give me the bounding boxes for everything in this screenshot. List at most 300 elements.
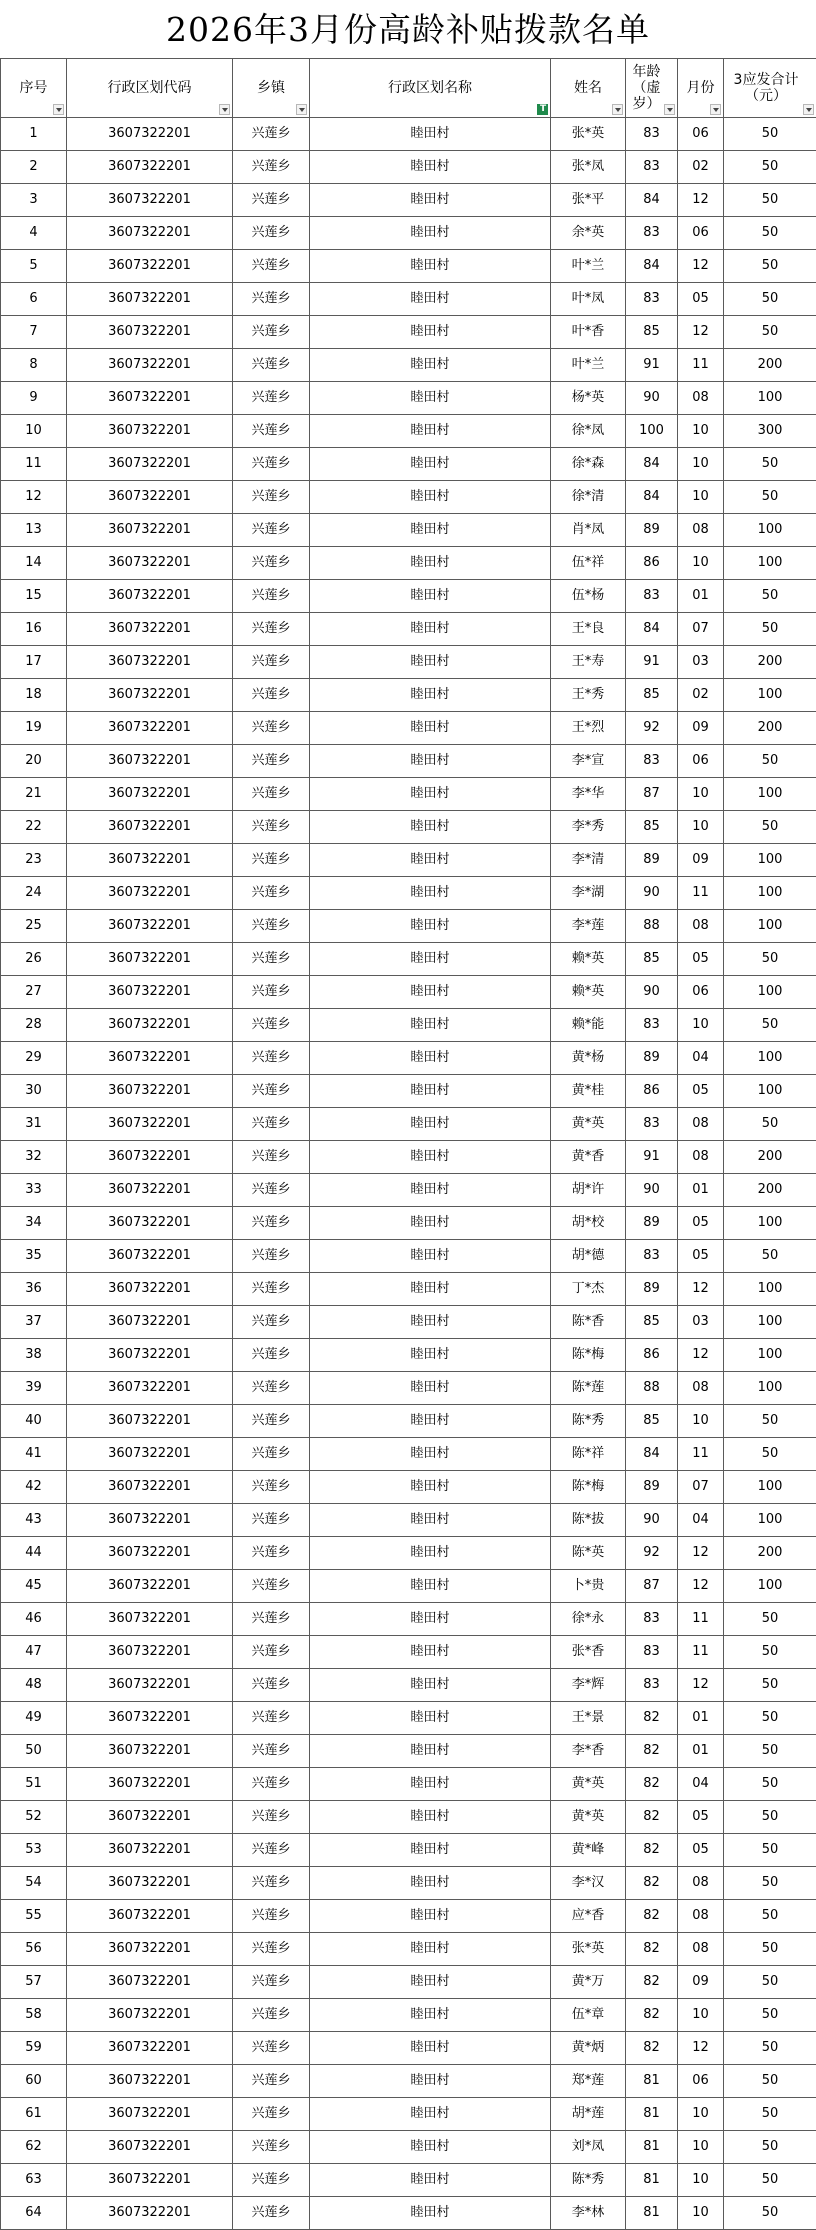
table-row [1,976,816,1009]
cell-index: 58 [1,1999,67,2032]
cell-region-code: 3607322201 [67,283,233,316]
cell-region-name: 睦田村 [310,1702,551,1735]
cell-age: 84 [626,184,678,217]
table-row [1,1306,816,1339]
table-row [1,1240,816,1273]
cell-township: 兴莲乡 [233,1141,310,1174]
cell-index: 47 [1,1636,67,1669]
cell-region-code: 3607322201 [67,1273,233,1306]
cell-month: 02 [678,679,724,712]
cell-amount: 50 [724,1735,816,1768]
cell-township: 兴莲乡 [233,1834,310,1867]
cell-name: 王*良 [551,613,626,646]
cell-amount: 50 [724,448,816,481]
cell-region-name: 睦田村 [310,151,551,184]
cell-name: 陈*莲 [551,1372,626,1405]
cell-amount: 200 [724,1537,816,1570]
cell-township: 兴莲乡 [233,547,310,580]
cell-region-code: 3607322201 [67,1009,233,1042]
cell-age: 83 [626,1669,678,1702]
cell-amount: 50 [724,2098,816,2131]
table-row [1,844,816,877]
cell-month: 10 [678,811,724,844]
table-row [1,217,816,250]
cell-amount: 50 [724,481,816,514]
cell-amount: 100 [724,1207,816,1240]
cell-age: 85 [626,943,678,976]
cell-region-name: 睦田村 [310,679,551,712]
cell-month: 06 [678,745,724,778]
cell-month: 08 [678,910,724,943]
cell-region-name: 睦田村 [310,1669,551,1702]
cell-region-code: 3607322201 [67,1042,233,1075]
cell-region-code: 3607322201 [67,1504,233,1537]
cell-region-code: 3607322201 [67,712,233,745]
cell-amount: 200 [724,712,816,745]
cell-region-code: 3607322201 [67,448,233,481]
table-row [1,877,816,910]
cell-region-name: 睦田村 [310,1735,551,1768]
cell-region-name: 睦田村 [310,1141,551,1174]
cell-township: 兴莲乡 [233,1999,310,2032]
cell-month: 09 [678,712,724,745]
cell-region-code: 3607322201 [67,1240,233,1273]
cell-region-name: 睦田村 [310,580,551,613]
cell-township: 兴莲乡 [233,514,310,547]
cell-index: 44 [1,1537,67,1570]
table-row [1,613,816,646]
cell-township: 兴莲乡 [233,811,310,844]
column-header-month: 月份 [678,59,724,118]
cell-index: 8 [1,349,67,382]
cell-region-name: 睦田村 [310,1405,551,1438]
cell-region-name: 睦田村 [310,1042,551,1075]
cell-township: 兴莲乡 [233,1933,310,1966]
cell-age: 81 [626,2164,678,2197]
cell-township: 兴莲乡 [233,943,310,976]
cell-region-code: 3607322201 [67,1834,233,1867]
cell-month: 10 [678,547,724,580]
cell-month: 11 [678,1603,724,1636]
table-row [1,1075,816,1108]
cell-region-name: 睦田村 [310,1471,551,1504]
filter-dropdown-icon[interactable] [803,104,814,115]
cell-region-name: 睦田村 [310,1867,551,1900]
cell-township: 兴莲乡 [233,1636,310,1669]
cell-age: 91 [626,646,678,679]
cell-region-name: 睦田村 [310,1801,551,1834]
cell-index: 24 [1,877,67,910]
cell-township: 兴莲乡 [233,349,310,382]
cell-township: 兴莲乡 [233,1075,310,1108]
cell-month: 06 [678,217,724,250]
table-row [1,448,816,481]
cell-region-name: 睦田村 [310,976,551,1009]
cell-month: 10 [678,1009,724,1042]
cell-index: 28 [1,1009,67,1042]
cell-name: 张*英 [551,1933,626,1966]
cell-index: 13 [1,514,67,547]
cell-township: 兴莲乡 [233,415,310,448]
cell-index: 14 [1,547,67,580]
cell-month: 12 [678,1339,724,1372]
cell-age: 82 [626,2032,678,2065]
cell-index: 60 [1,2065,67,2098]
table-row [1,1339,816,1372]
cell-region-code: 3607322201 [67,1933,233,1966]
cell-month: 10 [678,1999,724,2032]
cell-age: 83 [626,151,678,184]
cell-index: 53 [1,1834,67,1867]
cell-region-code: 3607322201 [67,1669,233,1702]
cell-index: 42 [1,1471,67,1504]
cell-region-name: 睦田村 [310,316,551,349]
filter-dropdown-icon[interactable] [219,104,230,115]
cell-region-name: 睦田村 [310,1933,551,1966]
cell-amount: 50 [724,1999,816,2032]
cell-amount: 50 [724,1240,816,1273]
cell-amount: 100 [724,547,816,580]
cell-month: 10 [678,415,724,448]
cell-name: 徐*森 [551,448,626,481]
cell-index: 56 [1,1933,67,1966]
cell-region-name: 睦田村 [310,382,551,415]
cell-amount: 50 [724,151,816,184]
cell-age: 86 [626,547,678,580]
table-row [1,1900,816,1933]
cell-name: 李*清 [551,844,626,877]
cell-region-name: 睦田村 [310,613,551,646]
cell-township: 兴莲乡 [233,1537,310,1570]
cell-name: 李*辉 [551,1669,626,1702]
cell-region-code: 3607322201 [67,1603,233,1636]
cell-region-name: 睦田村 [310,910,551,943]
cell-amount: 100 [724,844,816,877]
header-row [1,59,816,118]
cell-age: 82 [626,1702,678,1735]
cell-age: 90 [626,1504,678,1537]
cell-amount: 50 [724,2197,816,2230]
cell-month: 11 [678,349,724,382]
cell-month: 08 [678,514,724,547]
cell-township: 兴莲乡 [233,1339,310,1372]
cell-region-code: 3607322201 [67,514,233,547]
cell-region-name: 睦田村 [310,2164,551,2197]
table-row [1,1735,816,1768]
cell-index: 45 [1,1570,67,1603]
cell-month: 05 [678,283,724,316]
cell-region-code: 3607322201 [67,1108,233,1141]
cell-region-name: 睦田村 [310,2131,551,2164]
cell-region-code: 3607322201 [67,1174,233,1207]
cell-index: 40 [1,1405,67,1438]
cell-name: 伍*杨 [551,580,626,613]
filter-dropdown-icon[interactable] [53,104,64,115]
cell-index: 62 [1,2131,67,2164]
filter-dropdown-icon[interactable] [612,104,623,115]
cell-amount: 50 [724,1405,816,1438]
cell-index: 64 [1,2197,67,2230]
cell-age: 83 [626,217,678,250]
cell-index: 27 [1,976,67,1009]
cell-month: 08 [678,1372,724,1405]
cell-township: 兴莲乡 [233,844,310,877]
cell-region-code: 3607322201 [67,844,233,877]
cell-name: 黄*英 [551,1108,626,1141]
cell-amount: 50 [724,1108,816,1141]
cell-index: 51 [1,1768,67,1801]
filter-active-icon[interactable] [537,104,548,115]
cell-name: 李*宣 [551,745,626,778]
cell-region-name: 睦田村 [310,745,551,778]
cell-region-name: 睦田村 [310,1009,551,1042]
cell-amount: 100 [724,1504,816,1537]
cell-name: 胡*许 [551,1174,626,1207]
cell-amount: 50 [724,1933,816,1966]
cell-index: 10 [1,415,67,448]
cell-township: 兴莲乡 [233,283,310,316]
cell-age: 82 [626,1900,678,1933]
cell-month: 01 [678,1174,724,1207]
cell-region-code: 3607322201 [67,1900,233,1933]
cell-index: 31 [1,1108,67,1141]
filter-dropdown-icon[interactable] [710,104,721,115]
cell-township: 兴莲乡 [233,1207,310,1240]
cell-township: 兴莲乡 [233,2131,310,2164]
cell-amount: 50 [724,613,816,646]
cell-name: 刘*凤 [551,2131,626,2164]
cell-township: 兴莲乡 [233,1768,310,1801]
cell-region-name: 睦田村 [310,712,551,745]
cell-township: 兴莲乡 [233,1867,310,1900]
cell-index: 35 [1,1240,67,1273]
cell-name: 徐*永 [551,1603,626,1636]
cell-region-name: 睦田村 [310,1174,551,1207]
cell-amount: 50 [724,316,816,349]
cell-name: 陈*梅 [551,1471,626,1504]
cell-region-code: 3607322201 [67,547,233,580]
cell-index: 26 [1,943,67,976]
cell-region-code: 3607322201 [67,1471,233,1504]
cell-month: 06 [678,2065,724,2098]
filter-dropdown-icon[interactable] [296,104,307,115]
cell-region-code: 3607322201 [67,580,233,613]
table-row [1,1438,816,1471]
cell-name: 肖*凤 [551,514,626,547]
cell-region-code: 3607322201 [67,2098,233,2131]
cell-amount: 50 [724,217,816,250]
cell-month: 04 [678,1768,724,1801]
cell-age: 90 [626,382,678,415]
cell-age: 89 [626,1207,678,1240]
filter-dropdown-icon[interactable] [664,104,675,115]
cell-region-code: 3607322201 [67,1438,233,1471]
cell-region-code: 3607322201 [67,250,233,283]
cell-age: 85 [626,316,678,349]
cell-name: 叶*兰 [551,250,626,283]
cell-index: 57 [1,1966,67,1999]
cell-region-code: 3607322201 [67,1339,233,1372]
cell-region-code: 3607322201 [67,943,233,976]
cell-township: 兴莲乡 [233,1108,310,1141]
cell-age: 89 [626,1471,678,1504]
column-header-region-name: 行政区划名称 T [310,59,551,118]
cell-amount: 50 [724,250,816,283]
cell-region-name: 睦田村 [310,778,551,811]
cell-month: 03 [678,646,724,679]
table-row [1,2065,816,2098]
cell-amount: 100 [724,1273,816,1306]
cell-region-name: 睦田村 [310,1372,551,1405]
cell-month: 08 [678,1141,724,1174]
cell-region-name: 睦田村 [310,217,551,250]
cell-region-code: 3607322201 [67,349,233,382]
cell-month: 02 [678,151,724,184]
cell-region-name: 睦田村 [310,448,551,481]
cell-region-code: 3607322201 [67,2065,233,2098]
cell-name: 黄*英 [551,1801,626,1834]
cell-region-code: 3607322201 [67,316,233,349]
table-row [1,1273,816,1306]
cell-name: 张*香 [551,1636,626,1669]
cell-age: 83 [626,283,678,316]
cell-name: 黄*万 [551,1966,626,1999]
table-row [1,778,816,811]
cell-township: 兴莲乡 [233,976,310,1009]
table-row [1,745,816,778]
cell-index: 54 [1,1867,67,1900]
cell-township: 兴莲乡 [233,184,310,217]
cell-name: 陈*秀 [551,1405,626,1438]
cell-month: 07 [678,1471,724,1504]
cell-township: 兴莲乡 [233,481,310,514]
table-row [1,646,816,679]
cell-name: 李*湖 [551,877,626,910]
cell-age: 85 [626,1405,678,1438]
cell-township: 兴莲乡 [233,580,310,613]
column-header-township: 乡镇 [233,59,310,118]
cell-amount: 50 [724,1438,816,1471]
cell-township: 兴莲乡 [233,1042,310,1075]
table-row [1,2032,816,2065]
cell-month: 12 [678,1669,724,1702]
cell-index: 52 [1,1801,67,1834]
cell-name: 赖*英 [551,943,626,976]
cell-amount: 50 [724,943,816,976]
cell-region-code: 3607322201 [67,877,233,910]
cell-region-code: 3607322201 [67,382,233,415]
cell-township: 兴莲乡 [233,679,310,712]
cell-index: 3 [1,184,67,217]
cell-age: 87 [626,1570,678,1603]
page-title: 2026年3月份高龄补贴拨款名单 [166,10,650,49]
cell-age: 82 [626,1834,678,1867]
cell-month: 01 [678,1735,724,1768]
cell-age: 81 [626,2098,678,2131]
cell-region-code: 3607322201 [67,1372,233,1405]
cell-month: 12 [678,1537,724,1570]
cell-township: 兴莲乡 [233,316,310,349]
cell-amount: 50 [724,1801,816,1834]
cell-region-code: 3607322201 [67,1801,233,1834]
cell-index: 30 [1,1075,67,1108]
cell-index: 16 [1,613,67,646]
cell-name: 余*英 [551,217,626,250]
table-row [1,415,816,448]
table-row [1,316,816,349]
cell-region-code: 3607322201 [67,2032,233,2065]
cell-month: 12 [678,184,724,217]
cell-month: 11 [678,1438,724,1471]
cell-amount: 100 [724,514,816,547]
cell-region-name: 睦田村 [310,1900,551,1933]
cell-index: 12 [1,481,67,514]
cell-amount: 100 [724,1570,816,1603]
cell-amount: 50 [724,1636,816,1669]
table-row [1,481,816,514]
cell-month: 12 [678,1570,724,1603]
cell-township: 兴莲乡 [233,1603,310,1636]
cell-month: 08 [678,382,724,415]
cell-region-name: 睦田村 [310,1240,551,1273]
cell-township: 兴莲乡 [233,250,310,283]
table-row [1,1999,816,2032]
table-row [1,250,816,283]
cell-township: 兴莲乡 [233,1900,310,1933]
cell-name: 应*香 [551,1900,626,1933]
cell-month: 12 [678,250,724,283]
cell-age: 90 [626,1174,678,1207]
cell-amount: 200 [724,646,816,679]
cell-month: 09 [678,844,724,877]
table-row [1,1702,816,1735]
cell-name: 伍*祥 [551,547,626,580]
cell-month: 08 [678,1933,724,1966]
cell-township: 兴莲乡 [233,1306,310,1339]
cell-region-code: 3607322201 [67,1867,233,1900]
cell-index: 55 [1,1900,67,1933]
cell-index: 11 [1,448,67,481]
cell-township: 兴莲乡 [233,382,310,415]
cell-age: 84 [626,613,678,646]
cell-age: 81 [626,2065,678,2098]
table-row [1,2164,816,2197]
cell-age: 83 [626,745,678,778]
cell-name: 黄*炳 [551,2032,626,2065]
cell-amount: 100 [724,778,816,811]
cell-month: 06 [678,976,724,1009]
cell-region-code: 3607322201 [67,745,233,778]
cell-age: 86 [626,1339,678,1372]
table-row [1,151,816,184]
cell-township: 兴莲乡 [233,2098,310,2131]
cell-month: 03 [678,1306,724,1339]
cell-amount: 100 [724,1306,816,1339]
cell-amount: 50 [724,811,816,844]
cell-name: 李*莲 [551,910,626,943]
cell-amount: 50 [724,1669,816,1702]
cell-amount: 100 [724,1471,816,1504]
cell-name: 赖*英 [551,976,626,1009]
cell-region-name: 睦田村 [310,2197,551,2230]
cell-amount: 100 [724,1075,816,1108]
cell-age: 91 [626,1141,678,1174]
cell-age: 83 [626,580,678,613]
cell-amount: 50 [724,118,816,151]
cell-name: 胡*德 [551,1240,626,1273]
cell-township: 兴莲乡 [233,1438,310,1471]
cell-index: 2 [1,151,67,184]
